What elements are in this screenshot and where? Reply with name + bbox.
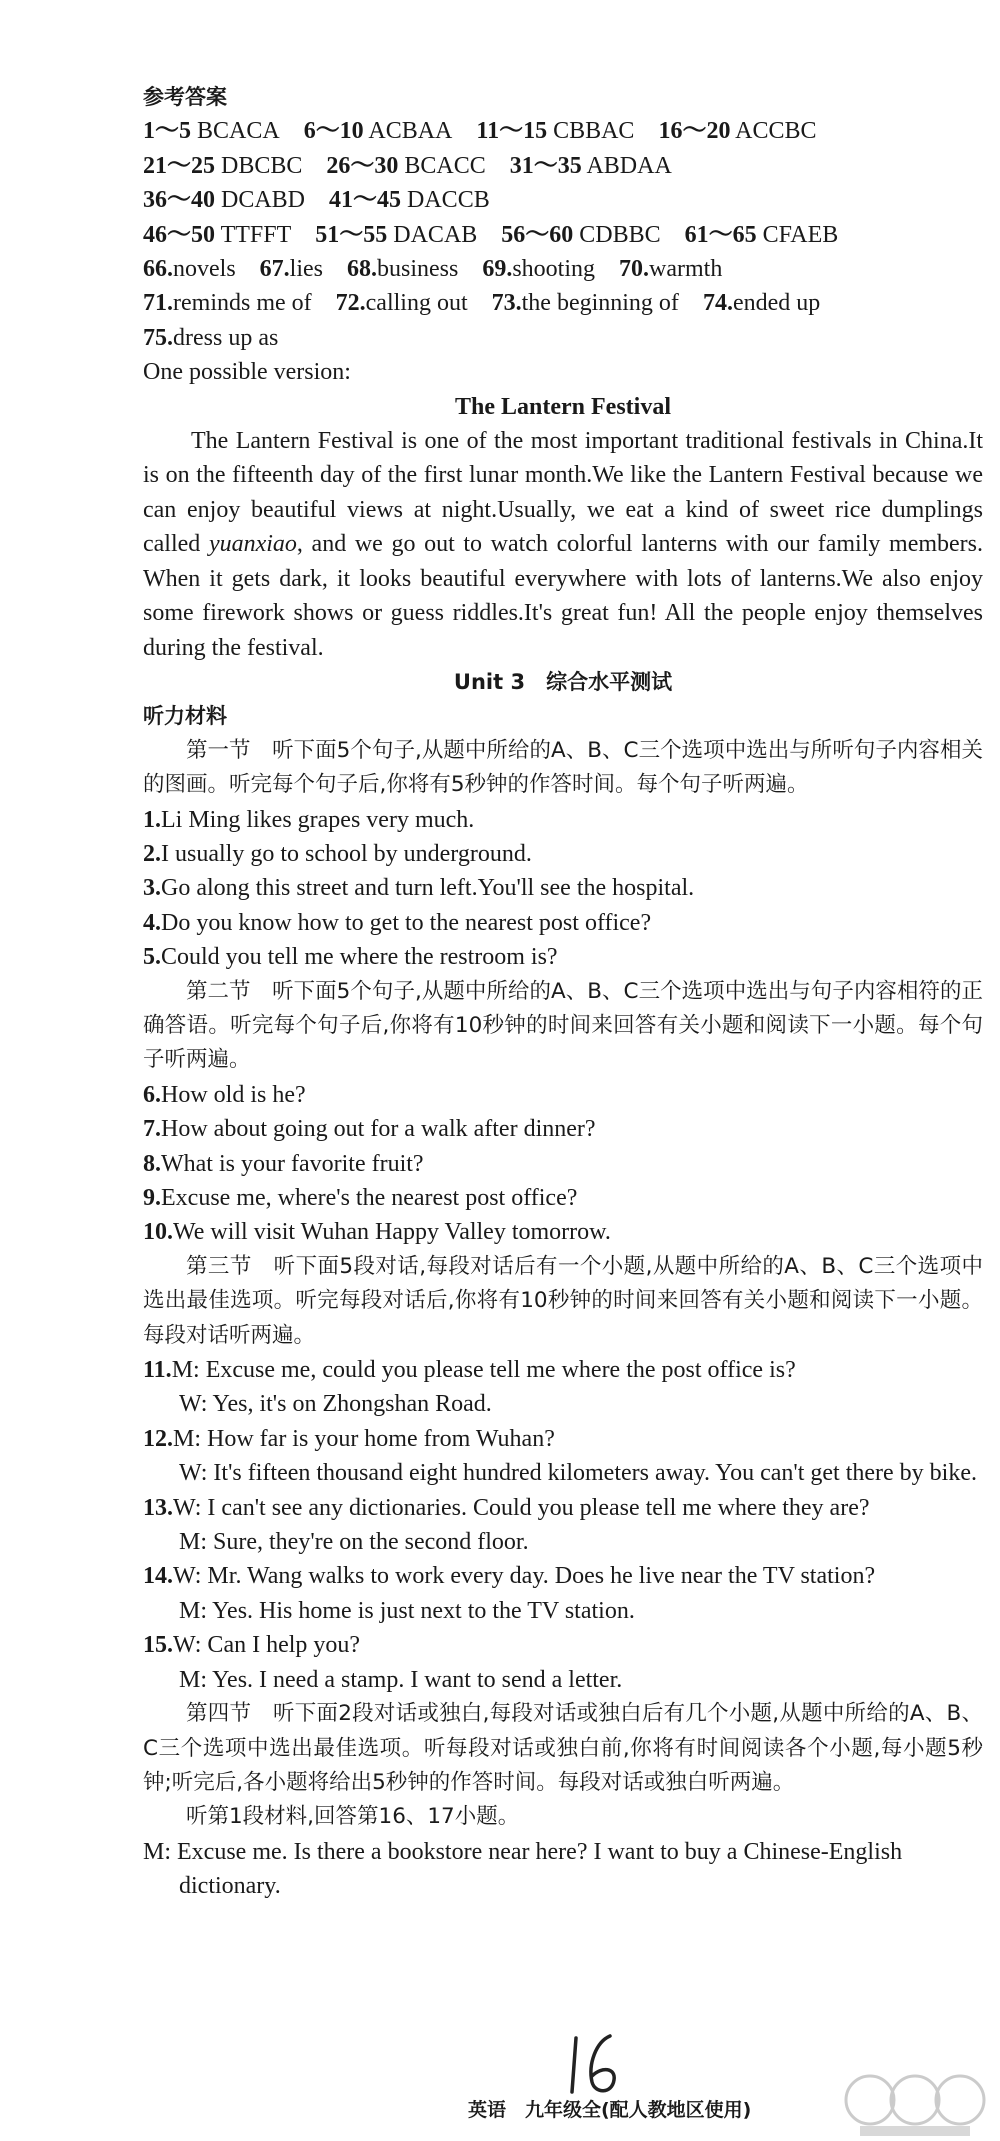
answer-number: 6～10 <box>303 118 364 145</box>
essay-text-part1: The Lantern Festival is one of the most important traditional festivals in China.It is on the fifteenth day of the first lunar month.We like the Lantern Festival because we can enjoy beautiful views at night.Usually, we eat a kind of sweet rice dumplings called <box>143 428 983 558</box>
answers-heading: 参考答案 <box>143 85 227 109</box>
dialog-reply: W: It's fifteen thousand eight hundred kilometers away. You can't get there by bike. <box>179 1460 977 1487</box>
listening-item <box>143 940 983 974</box>
answer-value: novels <box>173 256 236 283</box>
answer-value: DBCBC <box>221 152 303 179</box>
item-text: Go along this street and turn left.You'll see the hospital. <box>161 875 695 902</box>
dialog-line <box>143 1353 983 1387</box>
answer-value: calling out <box>365 290 468 317</box>
item-number: 2. <box>143 840 161 867</box>
answer-value: dress up as <box>173 324 279 351</box>
dialog-speaker-a: W: I can't see any dictionaries. Could you please tell me where they are? <box>173 1494 870 1521</box>
listening-item <box>143 906 983 940</box>
dialog-number: 12. <box>143 1425 173 1452</box>
answer-number: 73. <box>491 290 522 317</box>
answer-number: 1～5 <box>143 118 191 145</box>
answer-row <box>143 114 983 148</box>
dialog-line <box>143 1491 983 1525</box>
item-number: 1. <box>143 806 161 833</box>
dialog-number: 14. <box>143 1563 173 1590</box>
answer-value: warmth <box>649 256 723 283</box>
answer-number: 71. <box>143 290 173 317</box>
dialog-reply: W: Yes, it's on Zhongshan Road. <box>179 1391 492 1418</box>
answer-row <box>143 218 983 252</box>
answer-number: 51～55 <box>315 221 388 248</box>
answer-number: 11～15 <box>476 118 548 145</box>
dialog-speaker-a: M: Excuse me, could you please tell me where the post office is? <box>171 1357 796 1384</box>
answer-number: 69. <box>482 256 513 283</box>
answer-row <box>143 252 983 286</box>
answer-number: 61～65 <box>684 221 757 248</box>
essay-title: The Lantern Festival <box>455 393 671 420</box>
dialog-number: 11. <box>143 1357 172 1384</box>
answer-value: CDBBC <box>579 221 661 248</box>
answer-value: DCABD <box>221 187 306 214</box>
section4-intro: 第四节 听下面2段对话或独白,每段对话或独白后有几个小题,从题中所给的A、B、C三个选项中选出最佳选项。听每段对话或独白前,你将有时间阅读各个小题,每小题5秒钟;听完后,各小题将给出5秒钟的作答时间。每段对话或独白听两遍。 <box>143 1701 983 1795</box>
answer-value: ACCBC <box>735 118 817 145</box>
answer-number: 68. <box>347 256 377 283</box>
footer-text: 英语 九年级全(配人教地区使用) <box>468 2099 752 2121</box>
answer-value: the beginning of <box>521 290 679 317</box>
answer-row <box>143 149 983 183</box>
answer-number: 26～30 <box>326 152 399 179</box>
dialog-reply: M: Yes. I need a stamp. I want to send a letter. <box>179 1666 623 1693</box>
answer-page <box>143 80 983 1904</box>
answer-value: shooting <box>512 256 596 283</box>
answer-number: 74. <box>702 290 733 317</box>
item-text: Excuse me, where's the nearest post office? <box>161 1185 578 1211</box>
item-number: 9. <box>143 1185 161 1211</box>
listening-item <box>143 1215 983 1249</box>
item-number: 5. <box>143 944 161 971</box>
answer-row <box>143 286 983 320</box>
answer-number: 41～45 <box>329 187 402 214</box>
item-number: 3. <box>143 875 161 902</box>
answer-number: 56～60 <box>501 221 574 248</box>
answer-value: ABDAA <box>586 152 672 179</box>
item-text: I usually go to school by underground. <box>161 840 532 867</box>
item-number: 10. <box>143 1219 173 1246</box>
dialog-reply: M: Sure, they're on the second floor. <box>179 1529 529 1556</box>
answer-number: 46～50 <box>143 221 215 248</box>
answer-value: BCACA <box>197 118 280 145</box>
dialog-line <box>143 1422 983 1456</box>
section-intro: 第二节 听下面5个句子,从题中所给的A、B、C三个选项中选出与句子内容相符的正确答语。听完每个句子后,你将有10秒钟的时间来回答有关小题和阅读下一小题。每个句子听两遍。 <box>143 978 983 1073</box>
listening-sections <box>143 734 983 1250</box>
listening-item <box>143 871 983 905</box>
answer-number: 75. <box>143 324 173 351</box>
item-text: How about going out for a walk after dinner? <box>161 1116 596 1143</box>
material-label: 听第1段材料,回答第16、17小题。 <box>186 1804 520 1830</box>
dialog-number: 13. <box>143 1494 173 1521</box>
answer-value: DACAB <box>393 221 478 248</box>
section3-intro: 第三节 听下面5段对话,每段对话后有一个小题,从题中所给的A、B、C三个选项中选出最佳选项。听完每段对话后,你将有10秒钟的时间来回答有关小题和阅读下一小题。每段对话听两遍。 <box>143 1253 983 1348</box>
dialog-line <box>143 1559 983 1593</box>
answer-rows <box>143 114 983 355</box>
item-text: Could you tell me where the restroom is? <box>161 944 558 971</box>
answer-row <box>143 321 983 355</box>
answer-value: DACCB <box>407 187 490 214</box>
item-number: 4. <box>143 909 161 936</box>
essay-italic-word: yuanxiao <box>208 531 297 558</box>
dialog-speaker-a: W: Mr. Wang walks to work every day. Does he live near the TV station? <box>173 1563 876 1590</box>
answer-number: 67. <box>259 256 290 283</box>
section3-dialogs <box>143 1353 983 1697</box>
essay-text-part2: , and we go out to watch colorful lanterns with our family members. When it gets dark, it looks beautiful everywhere with lots of lanterns.We also enjoy some firework shows or guess riddles.It's great fun! All the people enjoy themselves during the festival. <box>143 531 983 661</box>
listening-item <box>143 1181 983 1215</box>
item-text: Do you know how to get to the nearest post office? <box>161 909 652 936</box>
watermark-logo <box>840 2070 990 2140</box>
answer-value: CBBAC <box>553 118 635 145</box>
item-number: 6. <box>143 1081 161 1108</box>
answer-row <box>143 183 983 217</box>
version-label: One possible version: <box>143 359 351 386</box>
answer-number: 36～40 <box>143 187 215 214</box>
listening-item <box>143 1112 983 1146</box>
listening-item <box>143 837 983 871</box>
answer-value: business <box>377 256 459 283</box>
section-intro: 第一节 听下面5个句子,从题中所给的A、B、C三个选项中选出与所听句子内容相关的图画。听完每个句子后,你将有5秒钟的作答时间。每个句子听两遍。 <box>143 737 983 798</box>
dialog-reply: M: Yes. His home is just next to the TV station. <box>179 1597 635 1624</box>
answer-number: 66. <box>143 256 173 283</box>
answer-number: 21～25 <box>143 152 215 179</box>
answer-value: reminds me of <box>173 290 312 317</box>
item-text: How old is he? <box>161 1081 306 1108</box>
answer-number: 31～35 <box>509 152 582 179</box>
item-number: 7. <box>143 1116 161 1143</box>
listening-heading: 听力材料 <box>143 704 227 729</box>
unit-title: Unit 3 综合水平测试 <box>453 669 673 694</box>
section4-first-line: M: Excuse me. Is there a bookstore near here? I want to buy a Chinese-English dictionary. <box>143 1838 903 1900</box>
listening-item <box>143 1147 983 1181</box>
answer-value: ACBAA <box>368 118 453 145</box>
answer-number: 72. <box>335 290 366 317</box>
item-text: We will visit Wuhan Happy Valley tomorrow. <box>173 1219 611 1246</box>
item-number: 8. <box>143 1150 161 1177</box>
answer-number: 16～20 <box>658 118 731 145</box>
listening-item <box>143 803 983 837</box>
dialog-line <box>143 1628 983 1662</box>
answer-value: lies <box>289 256 323 283</box>
item-text: Li Ming likes grapes very much. <box>161 806 475 833</box>
answer-value: TTFFT <box>220 221 292 248</box>
answer-value: ended up <box>732 290 821 317</box>
dialog-speaker-a: W: Can I help you? <box>173 1632 361 1659</box>
essay-body <box>143 424 983 665</box>
dialog-number: 15. <box>143 1632 173 1659</box>
listening-item <box>143 1078 983 1112</box>
answer-number: 70. <box>619 256 650 283</box>
answer-value: CFAEB <box>762 221 839 248</box>
answer-value: BCACC <box>404 152 486 179</box>
dialog-speaker-a: M: How far is your home from Wuhan? <box>173 1425 555 1452</box>
item-text: What is your favorite fruit? <box>161 1150 424 1177</box>
handwritten-page-number <box>562 2030 632 2100</box>
